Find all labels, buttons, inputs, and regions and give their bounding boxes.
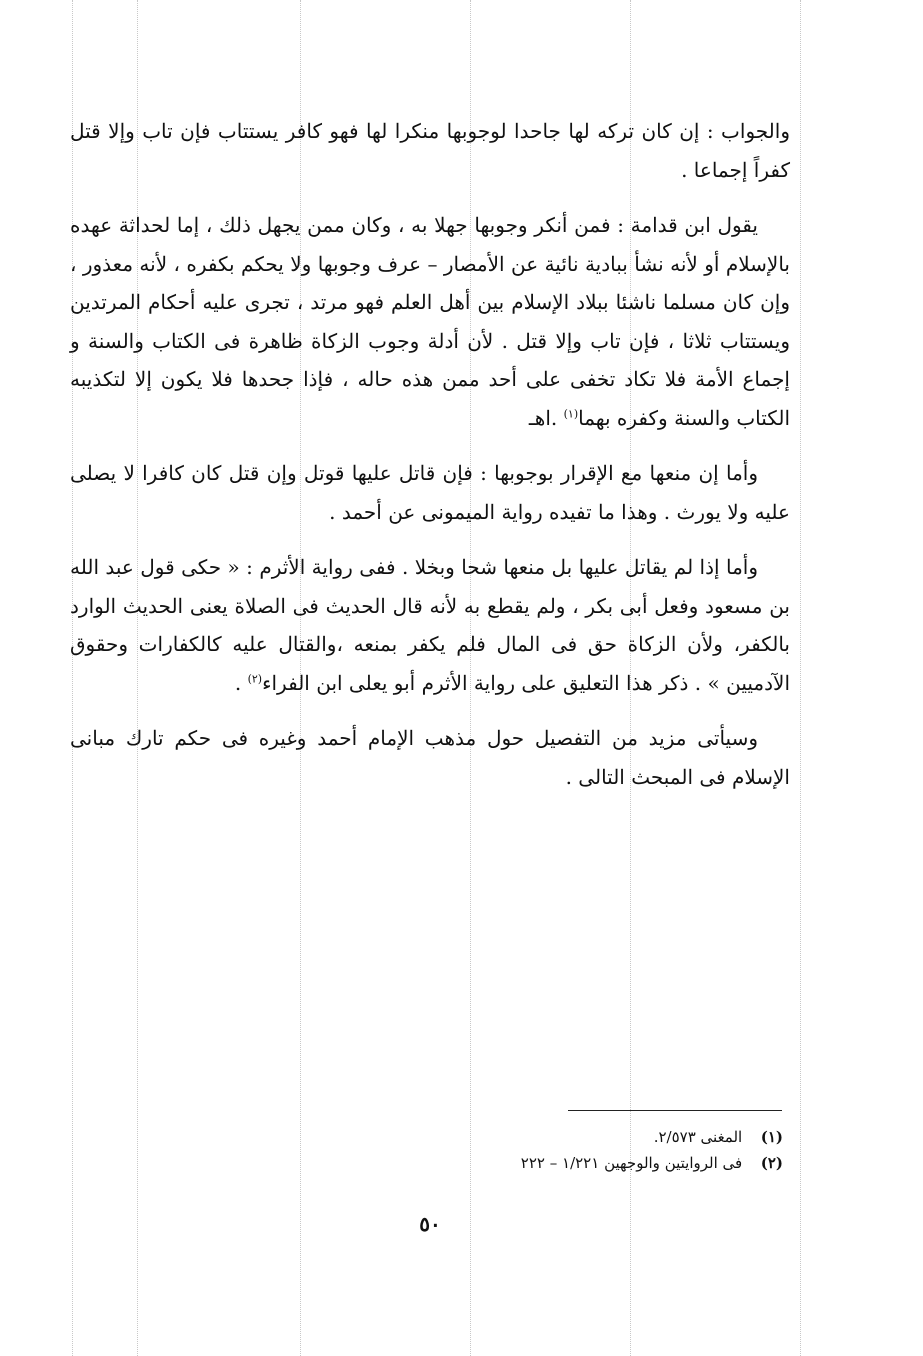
footnote-text: فى الروايتين والوجهين ١/٢٢١ – ٢٢٢ [520,1154,743,1172]
footnote-reference-2[interactable]: (٢) [247,671,263,685]
page-number: ٥٠ [419,1212,441,1236]
paragraph-text: وأما إذا لم يقاتل عليها بل منعها شحا وبخلا . ففى رواية الأثرم : « حكى قول عبد الله بن مسعود وفعل أبى بكر ، ولم يقطع به لأنه قال الحديث فى الصلاة يعنى الحديث الوارد بالكفر، ولأن الزكاة حق فى المال فلم يكفر بمنعه ،والقتال عليه كالكفارات وحقوق الآدميين » . ذكر هذا التعليق على رواية الأثرم أبو يعلى ابن الفراء [70,555,790,695]
body-text [70,112,790,813]
paragraph-ibn-qudama [70,206,790,437]
paragraph-closing [70,719,790,796]
footnote-divider [568,1110,782,1111]
paragraph-athram [70,548,790,702]
footnote-item [400,1124,783,1150]
paragraph-text-tail: . [234,670,248,695]
paragraph-text: يقول ابن قدامة : فمن أنكر وجوبها جهلا به ، وكان ممن يجهل ذلك ، إما لحداثة عهده بالإسلام أو لأنه نشأ ببادية نائية عن الأمصار – عرف وجوبها ولا يحكم بكفره ، لأنه معذور ، وإن كان مسلما ناشئا ببلاد الإسلام بين أهل العلم فهو مرتد ، تجرى عليه أحكام المرتدين ويستتاب ثلاثا ، فإن تاب وإلا قتل . لأن أدلة وجوب الزكاة ظاهرة فى الكتاب والسنة و إجماع الأمة فلا تكاد تخفى على أحد ممن هذه حاله ، فإذا جحدها فلا يكون إلا لتكذيبه الكتاب والسنة وكفره بهما [70,213,790,430]
footnote-reference-1[interactable]: (١) [563,406,579,420]
footnote-text: المغنى ٢/٥٧٣. [653,1128,743,1146]
paragraph-withholding [70,454,790,531]
paragraph-text: والجواب : إن كان تركه لها جاحدا لوجوبها منكرا لها فهو كافر يستتاب فإن تاب وإلا قتل كفراً إجماعا . [70,119,790,182]
footnote-number: (١) [760,1128,783,1146]
footnote-number: (٢) [760,1154,783,1172]
footnotes [400,1124,783,1176]
paragraph-answer [70,112,790,189]
paragraph-text: وسيأتى مزيد من التفصيل حول مذهب الإمام أحمد وغيره فى حكم تارك مبانى الإسلام فى المبحث التالى . [70,726,790,789]
footnote-item [400,1150,783,1176]
paragraph-text: وأما إن منعها مع الإقرار بوجوبها : فإن قاتل عليها قوتل وإن قتل كان كافرا لا يصلى عليه ولا يورث . وهذا ما تفيده رواية الميمونى عن أحمد . [70,461,790,524]
paragraph-text-tail: .اهـ [528,405,564,430]
